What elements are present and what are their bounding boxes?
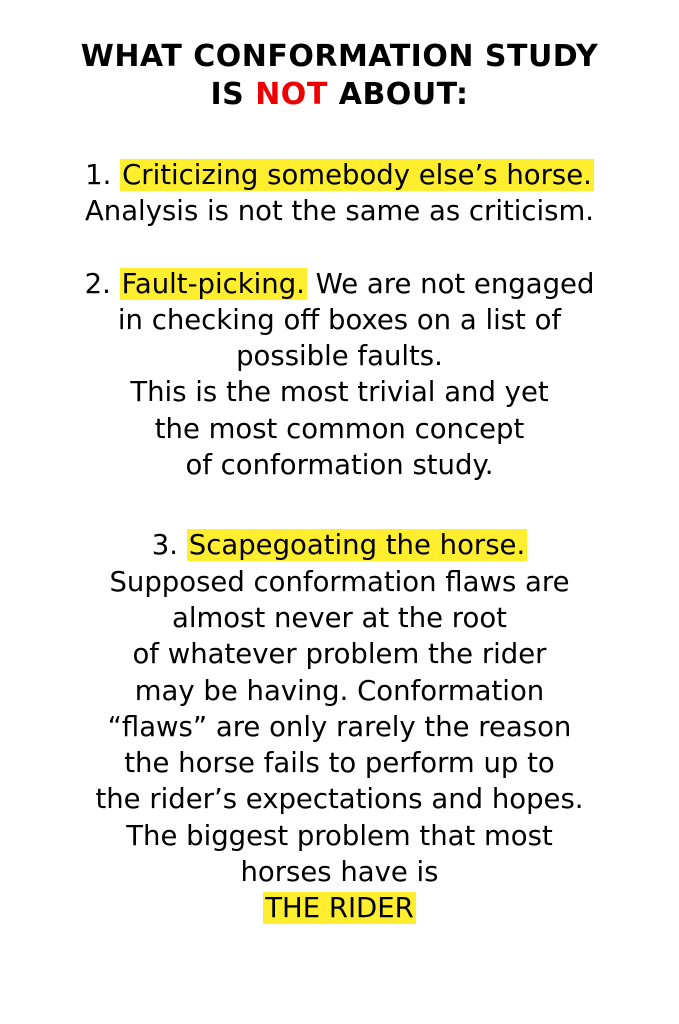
- title-line-2-suffix: ABOUT:: [327, 76, 469, 112]
- item-2-body-line-1: in checking off boxes on a list of: [117, 303, 562, 336]
- item-3-body-line-2: almost never at the root: [172, 601, 507, 634]
- title-line-2: [81, 76, 599, 114]
- title-line-2-prefix: IS: [210, 76, 256, 112]
- item-1-body-line-1: Analysis is not the same as criticism.: [84, 195, 595, 228]
- item-3-body-line-4: may be having. Conformation: [134, 674, 545, 707]
- title-negation-word: NOT: [255, 76, 328, 112]
- item-2-highlight: Fault-picking.: [121, 267, 305, 300]
- item-1-heading: [85, 157, 594, 193]
- item-2-body-line-2: possible faults.: [236, 340, 443, 373]
- title-line-1: WHAT CONFORMATION STUDY: [80, 39, 599, 74]
- item-3-heading: [95, 527, 583, 563]
- item-3-body-line-7: the rider’s expectations and hopes.: [95, 783, 584, 816]
- item-3-body-line-1: Supposed conformation flaws are: [109, 565, 570, 598]
- item-1-number: 1.: [85, 159, 112, 191]
- item-2-body-line-3: This is the most trivial and yet: [130, 376, 549, 409]
- item-2-body-line-5: of conformation study.: [185, 449, 494, 482]
- item-2-number: 2.: [84, 267, 111, 300]
- item-3-body-line-9: horses have is: [240, 856, 439, 889]
- list-item: [85, 266, 595, 484]
- item-3-body-line-5: “flaws” are only rarely the reason: [107, 710, 572, 743]
- item-3-body-line-6: the horse fails to perform up to: [124, 747, 555, 780]
- item-3-highlight: Scapegoating the horse.: [188, 529, 526, 562]
- list-item: [85, 157, 594, 230]
- item-2-heading: [85, 266, 595, 302]
- item-2-body-line-4: the most common concept: [154, 412, 525, 445]
- conclusion-line: [95, 890, 583, 926]
- item-3-number: 3.: [151, 529, 179, 562]
- item-3-body-line-3: of whatever problem the rider: [132, 638, 547, 671]
- item-1-highlight: Criticizing somebody else’s horse.: [122, 159, 592, 191]
- item-3-body-line-8: The biggest problem that most: [126, 819, 553, 852]
- list-item: [95, 527, 583, 926]
- page-title: [81, 38, 599, 113]
- conclusion-highlight: THE RIDER: [265, 892, 414, 925]
- item-2-heading-trailing: We are not engaged: [306, 267, 595, 300]
